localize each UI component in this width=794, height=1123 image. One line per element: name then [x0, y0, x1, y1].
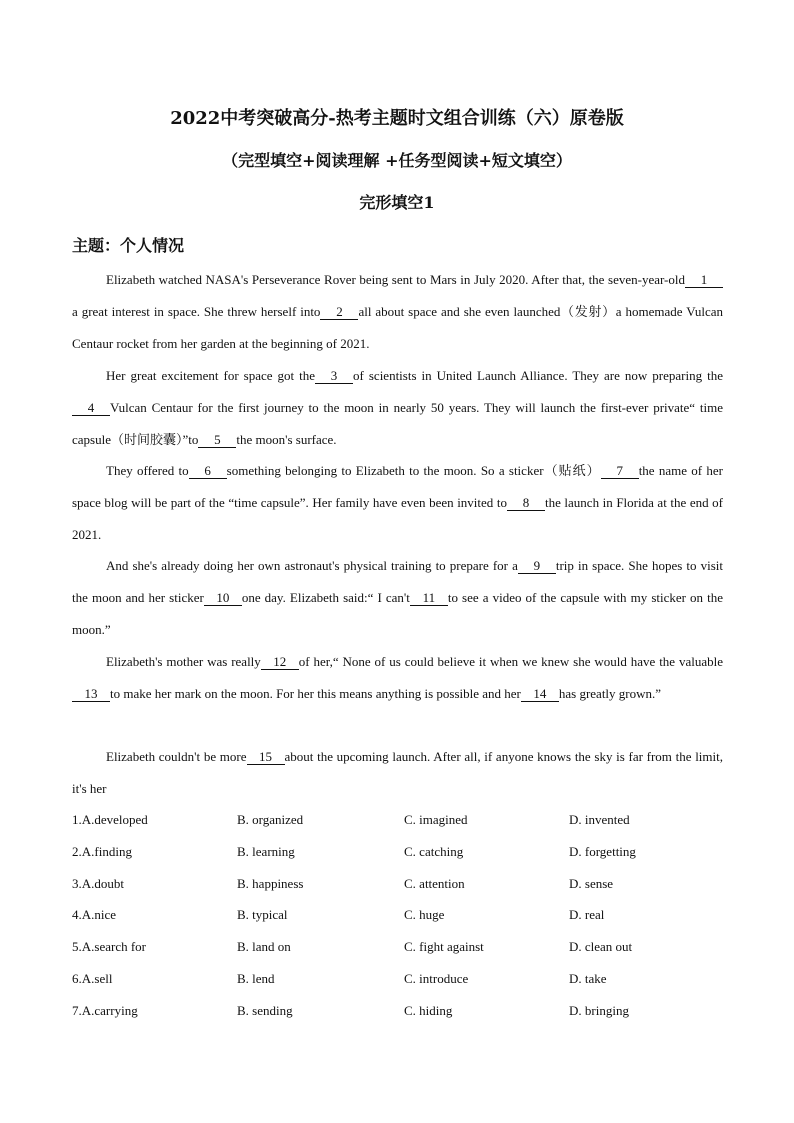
option-c: C. introduce	[404, 970, 469, 986]
answer-blank: 13	[72, 687, 110, 702]
passage-paragraph	[72, 455, 723, 551]
option-a: 3.A.doubt	[72, 875, 124, 891]
passage-paragraph	[72, 741, 723, 805]
answer-blank: 14	[521, 687, 559, 702]
answer-blank: 5	[198, 433, 236, 448]
option-b: B. sending	[237, 1002, 293, 1018]
option-a: 7.A.carrying	[72, 1002, 138, 1018]
question-options-row	[72, 838, 723, 870]
question-options-row	[72, 933, 723, 965]
option-d: D. sense	[569, 875, 614, 891]
option-b: B. learning	[237, 843, 295, 859]
option-d: D. clean out	[569, 939, 633, 955]
option-a: 4.A.nice	[72, 907, 117, 923]
passage-text: They offered to	[106, 463, 189, 478]
passage-text: to make her mark on the moon. For her this means anything is possible and her	[110, 686, 521, 701]
option-d: D. real	[569, 907, 605, 923]
answer-blank: 4	[72, 401, 110, 416]
option-a: 1.A.developed	[72, 812, 148, 827]
option-c: C. catching	[404, 843, 464, 859]
passage-text: Elizabeth's mother was really	[106, 654, 261, 669]
answer-blank: 1	[685, 273, 723, 288]
answer-blank: 3	[315, 369, 353, 384]
question-options-row	[72, 997, 723, 1029]
option-c: C. huge	[404, 907, 445, 923]
passage-text: about the upcoming launch. After all, if anyone knows the sky is far from the limit, it's her	[72, 749, 723, 796]
option-d: D. invented	[569, 812, 630, 827]
option-a: 2.A.finding	[72, 843, 132, 859]
question-options-row	[72, 965, 723, 997]
passage-text: trip in space. She hopes to visit the moon and her sticker	[72, 558, 723, 605]
option-b: B. lend	[237, 970, 275, 986]
answer-blank: 6	[189, 464, 227, 479]
passage-text: Vulcan Centaur for the first journey to the moon in nearly 50 years. They will launch the first-ever private“ time capsule（时间胶囊）”to	[72, 400, 723, 447]
passage-text: one day. Elizabeth said:“ I can't	[241, 590, 410, 605]
passage-text: And she's already doing her own astronaut's physical training to prepare for a	[106, 558, 518, 573]
option-c: C. fight against	[404, 939, 484, 955]
option-d: D. take	[569, 970, 607, 986]
document-subtitle: （完型填空+阅读理解 +任务型阅读+短文填空）	[222, 151, 572, 170]
option-c: C. attention	[404, 875, 465, 891]
option-c: C. imagined	[404, 812, 468, 827]
option-b: B. typical	[237, 907, 288, 923]
passage-paragraph	[72, 646, 723, 710]
passage-text: something belonging to Elizabeth to the moon. So a sticker（贴纸）	[226, 463, 601, 478]
question-options-row	[72, 870, 723, 902]
option-b: B. happiness	[237, 875, 304, 891]
option-d: D. bringing	[569, 1002, 629, 1018]
passage-text: the moon's surface.	[236, 432, 337, 447]
document-title: 2022中考突破高分-热考主题时文组合训练（六）原卷版	[170, 108, 624, 129]
question-options-row	[72, 901, 723, 933]
passage-text: of scientists in United Launch Alliance. They are now preparing the	[353, 368, 723, 383]
theme-heading: 主题：个人情况	[72, 236, 185, 255]
passage-text: to see a video of the capsule with my sticker on the moon.”	[72, 590, 724, 637]
passage-paragraph	[72, 550, 723, 646]
answer-blank: 15	[247, 750, 285, 765]
answer-blank: 10	[204, 591, 242, 606]
section-heading: 完形填空1	[359, 193, 435, 212]
question-options-row	[72, 806, 723, 838]
answer-blank: 9	[518, 559, 556, 574]
passage-text: a great interest in space. She threw herself into	[72, 304, 321, 319]
option-b: B. organized	[237, 812, 304, 827]
passage-paragraph	[72, 360, 723, 456]
passage-text: Her great excitement for space got the	[106, 368, 316, 383]
option-a: 5.A.search for	[72, 939, 146, 955]
answer-blank: 8	[507, 496, 545, 511]
passage-text: the launch in Florida at the end of 2021.	[72, 495, 723, 542]
options-list	[72, 806, 723, 1029]
passage-text: of her,“ None of us could believe it when we knew she would have the valuable	[298, 654, 724, 669]
answer-blank: 12	[261, 655, 299, 670]
passage-text: Elizabeth couldn't be more	[106, 749, 247, 764]
option-a: 6.A.sell	[72, 970, 113, 986]
passage-text: the name of her space blog will be part of the “time capsule”. Her family have even been invited to	[72, 463, 723, 510]
passage-text: has greatly grown.”	[558, 686, 662, 701]
option-d: D. forgetting	[569, 843, 636, 859]
answer-blank: 2	[320, 305, 358, 320]
passage-text: all about space and she even launched（发射）a homemade Vulcan Centaur rocket from her garden at the beginning of 2021.	[72, 304, 723, 351]
passage-paragraph	[72, 264, 723, 360]
passage-text: Elizabeth watched NASA's Perseverance Rover being sent to Mars in July 2020. After that, the seven-year-old	[106, 272, 685, 287]
answer-blank: 7	[601, 464, 639, 479]
option-c: C. hiding	[404, 1002, 453, 1018]
answer-blank: 11	[410, 591, 448, 606]
option-b: B. land on	[237, 939, 291, 955]
